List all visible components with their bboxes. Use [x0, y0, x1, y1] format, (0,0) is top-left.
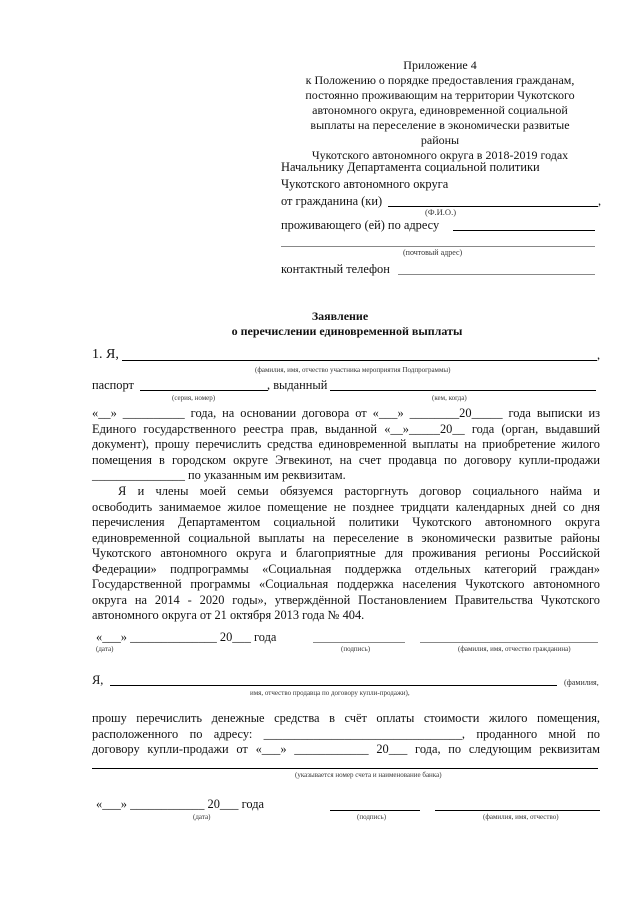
appendix-block: [290, 58, 590, 163]
paragraph-line: Государственной программы «Социальная поддержка населения Чукотского автономного: [92, 577, 600, 591]
paragraph-line: Федерации» подпрограммы «Социальная поддержка отдельных категорий граждан»: [92, 561, 600, 576]
bank-details-hint: (указывается номер счета и наименование банка): [295, 771, 442, 779]
document-title: Заявление: [311, 309, 369, 323]
paragraph-line: документ), прошу перечислить средства единовременной выплаты на приобретение жилого: [92, 437, 600, 451]
seller-fio-hint: (фамилия, имя, отчество): [483, 813, 559, 821]
address-field-2[interactable]: [281, 246, 595, 247]
from-citizen-label: от гражданина (ки): [281, 194, 383, 208]
fio-hint: (Ф.И.О.): [425, 207, 457, 217]
addressee-line-2: Чукотского автономного округа: [281, 177, 449, 191]
paragraph-line: освободить занимаемое жилое помещение не позднее тридцати календарных дней со дня: [92, 499, 600, 514]
paragraph-line: Чукотского автономного округа и благоприятные для проживания регионы Российской: [92, 546, 600, 560]
passport-series-field[interactable]: [140, 390, 268, 391]
passport-issued-field[interactable]: [330, 390, 596, 391]
issued-label: , выданный: [267, 378, 328, 392]
item-1-label: 1. Я,: [92, 347, 119, 362]
paragraph-line: автономного округа от 21 октября 2013 года № 404.: [92, 608, 365, 622]
seller-i-label: Я,: [92, 673, 104, 687]
paragraph-line: округа на 2014 - 2020 годы», утверждённой Постановлением Правительства Чукотского: [92, 592, 600, 607]
seller-name-field[interactable]: [110, 685, 557, 686]
phone-field[interactable]: [398, 274, 595, 275]
address-field[interactable]: [453, 230, 595, 231]
citizen-date-hint: (дата): [96, 645, 114, 653]
appendix-line: выплаты на переселение в экономически развитые районы: [310, 118, 570, 147]
document-subtitle: о перечислении единовременной выплаты: [231, 324, 463, 338]
seller-name-hint: имя, отчество продавца по договору купли-продажи),: [250, 689, 410, 697]
appendix-line: к Положению о порядке предоставления гражданам,: [305, 73, 575, 87]
series-number-hint: (серия, номер): [172, 394, 216, 402]
from-citizen-field[interactable]: [388, 206, 598, 207]
seller-date-hint: (дата): [193, 813, 211, 821]
paragraph-line: договору купли-продажи от «___» ____________ 20___ года, по следующим реквизитам: [92, 742, 600, 756]
citizen-fio-field[interactable]: [420, 642, 598, 643]
citizen-date-field[interactable]: «___» ______________ 20___ года: [96, 630, 277, 644]
paragraph-line: _______________ по указанным им реквизитам.: [92, 468, 346, 482]
participant-name-field[interactable]: [122, 360, 597, 361]
passport-label: паспорт: [92, 378, 134, 392]
appendix-line: постоянно проживающим на территории Чукотского: [305, 88, 575, 102]
seller-signature-hint: (подпись): [357, 813, 387, 821]
application-form-page: Приложение 4 к Положению о порядке предоставления гражданам, постоянно проживающим на территории Чукотского автономного округа, единовременной социальной выплаты на переселение в экономически развитые районы Чукотского автономного округа в 2018-2019 годах Начальнику Департамента социальной политики Чукотского автономного округа от гражданина (ки) , (Ф.И.О.) проживающего (ей) по адресу (почтовый адрес) контактный телефон Заявление о перечислении единовременной выплаты 1. Я, , (фамилия, имя, отчество участника мероприятия Подпрограммы) паспорт , выданный (серия, номер) (кем, когда) «__» __________ года, на основании договора от «___» ________20_____ года выписки из Единого государственного реестра прав, выданной «__»_____20__ года (орган, выдавший документ), прошу перечислить средства единовременной выплаты на приобретение жилого помещения в городском округе Эгвекинот, на счет продавца по договору купли-продажи _______________ по указанным им реквизитам. Я и члены моей семьи обязуемся расторгнуть договор социального найма и освободить занимаемое жилое помещение не позднее тридцати календарных дней со дня перечисления Департаментом социальной политики Чукотского автономного округа единовременной социальной выплаты на переселение в экономически развитые районы Чукотского автономного округа и благоприятные для проживания регионы Российской Федерации» подпрограммы «Социальная поддержка отдельных категорий граждан» Государственной программы «Социальная поддержка населения Чукотского автономного округа на 2014 - 2020 годы», утверждённой Постановлением Правительства Чукотского автономного округа от 21 октября 2013 года № 404. «___» ______________ 20___ года (дата) (подпись) (фамилия, имя, отчество гражданина) Я, (фамилия, имя, отчество продавца по договору купли-продажи), прошу перечислить денежные средства в счёт оплаты стоимости жилого помещения, расположенного по адресу: ________________________________, проданного мной по договору купли-продажи от «___» ____________ 20___ года, по следующим реквизитам (указывается номер счета и наименование банка) «___» ____________ 20___ года (дата) (подпись) (фамилия, имя, отчество): [0, 0, 640, 905]
bank-details-field[interactable]: [92, 768, 598, 769]
citizen-signature-field[interactable]: [313, 642, 405, 643]
postal-address-hint: (почтовый адрес): [403, 248, 463, 257]
seller-signature-field[interactable]: [330, 810, 420, 811]
citizen-signature-hint: (подпись): [341, 645, 371, 653]
paragraph-line: Единого государственного реестра прав, выданной «__»_____20__ года (орган, выдавший: [92, 421, 600, 436]
appendix-line: автономного округа, единовременной социальной: [312, 103, 568, 117]
residing-label: проживающего (ей) по адресу: [281, 218, 440, 232]
citizen-fio-hint: (фамилия, имя, отчество гражданина): [458, 645, 571, 653]
paragraph-line: расположенного по адресу: ________________________________, проданного мной по: [92, 726, 600, 741]
paragraph-line: прошу перечислить денежные средства в счёт оплаты стоимости жилого помещения,: [92, 711, 600, 725]
seller-date-field[interactable]: «___» ____________ 20___ года: [96, 797, 265, 811]
paragraph-line: перечисления Департаментом социальной политики Чукотского автономного округа: [92, 515, 600, 529]
participant-name-hint: (фамилия, имя, отчество участника мероприятия Подпрограммы): [255, 366, 451, 374]
appendix-line: Чукотского автономного округа в 2018-2019 годах: [311, 148, 569, 162]
issued-by-hint: (кем, когда): [432, 394, 467, 402]
phone-label: контактный телефон: [281, 262, 390, 276]
paragraph-line: Я и члены моей семьи обязуемся расторгнуть договор социального найма и: [118, 484, 600, 498]
seller-fio-suffix: (фамилия,: [564, 678, 599, 687]
seller-fio-field[interactable]: [435, 810, 600, 811]
paragraph-line: помещения в городском округе Эгвекинот, на счет продавца по договору купли-продажи: [92, 452, 600, 467]
paragraph-line: «__» __________ года, на основании договора от «___» ________20_____ года выписки из: [92, 406, 600, 420]
paragraph-1-body: [92, 406, 600, 484]
paragraph-2-body: [92, 484, 600, 624]
addressee-line-1: Начальнику Департамента социальной политики: [281, 160, 540, 174]
appendix-line: Приложение 4: [403, 58, 477, 72]
paragraph-line: единовременной социальной выплаты на переселение в экономически развитые районы: [92, 530, 600, 545]
paragraph-3-body: [92, 711, 600, 758]
